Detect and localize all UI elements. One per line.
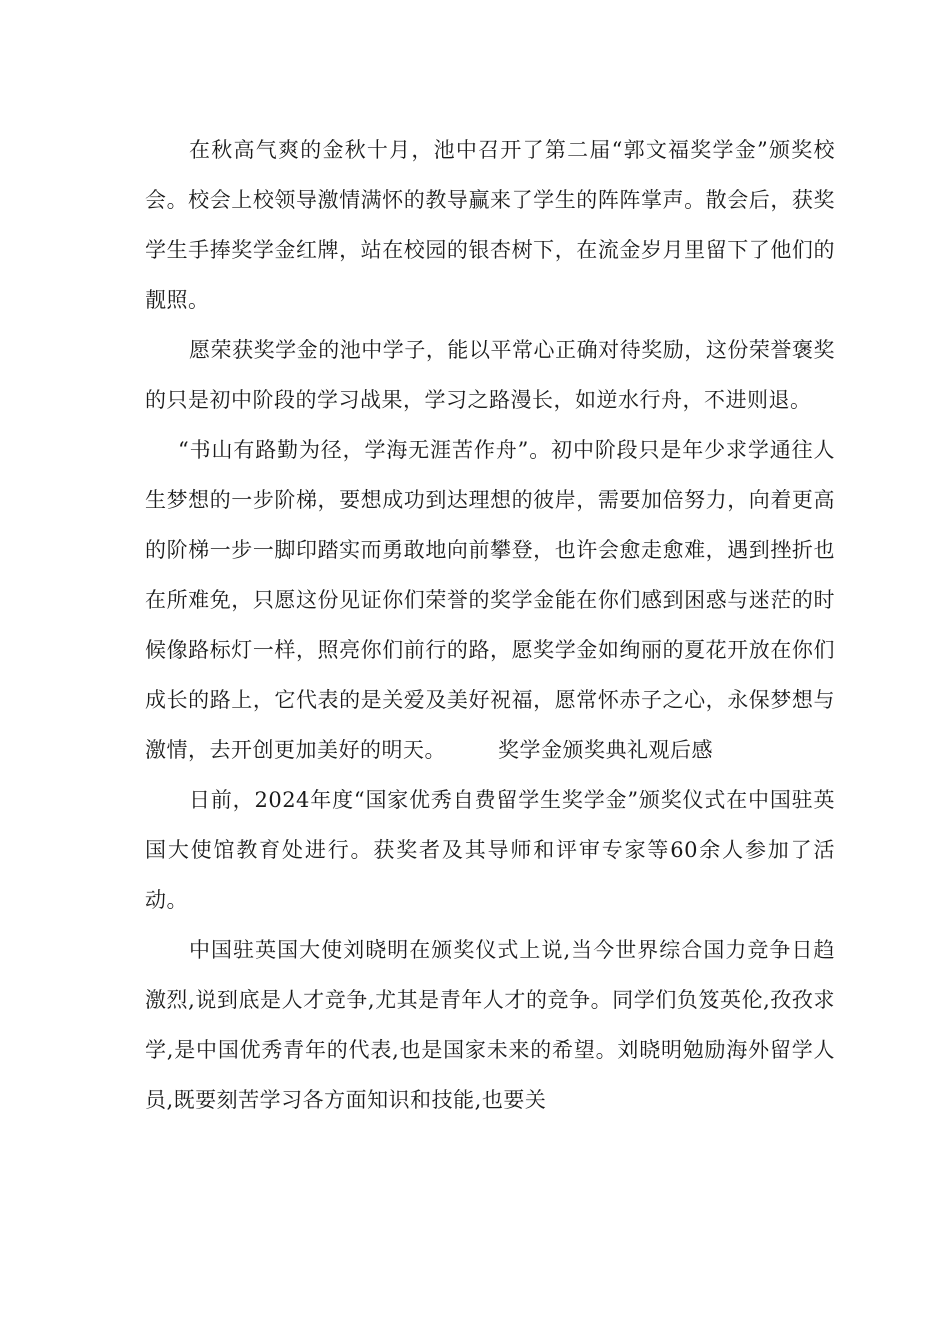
paragraph-4: 日前，2024年度“国家优秀自费留学生奖学金”颁奖仪式在中国驻英国大使馆教育处进行。获奖者及其导师和评审专家等60余人参加了活动。 [145,788,835,912]
paragraph-3-text: “书山有路勤为径，学海无涯苦作舟”。初中阶段只是年少求学通往人生梦想的一步阶梯，要想成功到达理想的彼岸，需要加倍努力，向着更高的阶梯一步一脚印踏实而勇敢地向前攀登，也许会愈走愈难，遇到挫折也在所难免，只愿这份见证你们荣誉的奖学金能在你们感到困惑与迷茫的时候像路标灯一样，照亮你们前行的路，愿奖学金如绚丽的夏花开放在你们成长的路上，它代表的是关爱及美好祝福，愿常怀赤子之心，永保梦想与激情，去开创更加美好的明天。 [145,438,835,762]
section-title: 奖学金颁奖典礼观后感 [498,738,713,762]
paragraph-1: 在秋高气爽的金秋十月，池中召开了第二届“郭文福奖学金”颁奖校会。校会上校领导激情满怀的教导赢来了学生的阵阵掌声。散会后，获奖学生手捧奖学金红牌，站在校园的银杏树下，在流金岁月里留下了他们的靓照。 [145,138,835,312]
document-body [145,125,835,1125]
paragraph-2: 愿荣获奖学金的池中学子，能以平常心正确对待奖励，这份荣誉褒奖的只是初中阶段的学习战果，学习之路漫长，如逆水行舟，不进则退。 [145,338,835,412]
paragraph-3 [145,425,835,775]
paragraph-5: 中国驻英国大使刘晓明在颁奖仪式上说,当今世界综合国力竞争日趋激烈,说到底是人才竞争,尤其是青年人才的竞争。同学们负笈英伦,孜孜求学,是中国优秀青年的代表,也是国家未来的希望。刘晓明勉励海外留学人员,既要刻苦学习各方面知识和技能,也要关 [145,938,835,1112]
